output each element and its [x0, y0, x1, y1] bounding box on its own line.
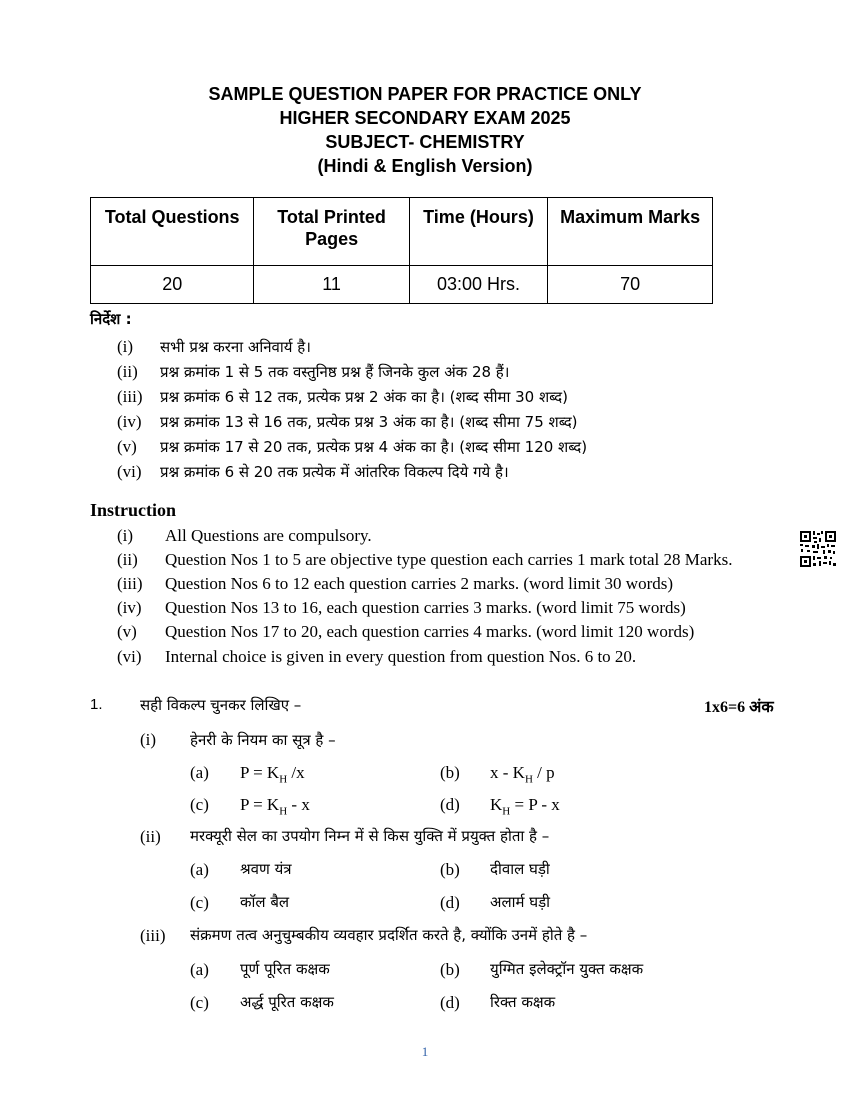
option-label: (a) — [190, 960, 209, 979]
hindi-instructions-heading: निर्देश : — [90, 310, 132, 328]
value-time: 03:00 Hrs. — [409, 266, 548, 304]
subquestion-text: मरक्यूरी सेल का उपयोग निम्न में से किस युक्ति में प्रयुक्त होता है – — [190, 827, 550, 845]
question-marks: 1x6=6 अंक — [704, 699, 774, 716]
subquestion-num: (ii) — [140, 827, 161, 846]
option-label: (b) — [440, 960, 460, 979]
english-item-num: (iii) — [117, 574, 143, 593]
hindi-item-text: सभी प्रश्न करना अनिवार्य है। — [160, 338, 311, 356]
summary-table — [90, 197, 713, 304]
value-total-pages: 11 — [254, 266, 409, 304]
english-item-text: Question Nos 17 to 20, each question carries 4 marks. (word limit 120 words) — [165, 622, 695, 641]
option-label: (c) — [190, 993, 209, 1012]
header-time: Time (Hours) — [409, 198, 548, 266]
hindi-item-text: प्रश्न क्रमांक 6 से 20 तक प्रत्येक में आंतरिक विकल्प दिये गये है। — [160, 463, 509, 481]
value-total-questions: 20 — [91, 266, 254, 304]
hindi-item-text: प्रश्न क्रमांक 17 से 20 तक, प्रत्येक प्रश्न 4 अंक का है। (शब्द सीमा 120 शब्द) — [160, 438, 588, 456]
paper-title-line2: HIGHER SECONDARY EXAM 2025 — [279, 108, 571, 128]
hindi-item-num: (iv) — [117, 412, 142, 431]
option-formula: x - $K_H$ / p — [490, 763, 555, 786]
option-label: (d) — [440, 993, 460, 1012]
option-text: अर्द्ध पूरित कक्षक — [240, 993, 334, 1011]
option-text: अलार्म घड़ी — [490, 893, 551, 911]
english-item-num: (i) — [117, 526, 134, 545]
paper-title-version: (Hindi & English Version) — [317, 156, 533, 176]
subquestion-text: संक्रमण तत्व अनुचुम्बकीय व्यवहार प्रदर्शित करते है, क्योंकि उनमें होते है – — [190, 926, 588, 944]
page-number: 1 — [421, 1044, 429, 1059]
paper-title-subject: SUBJECT- CHEMISTRY — [325, 132, 525, 152]
option-label: (c) — [190, 893, 209, 912]
english-item-num: (iv) — [117, 598, 142, 617]
hindi-item-num: (v) — [117, 437, 137, 456]
english-item-text: Internal choice is given in every question from question Nos. 6 to 20. — [165, 647, 637, 666]
header-total-questions: Total Questions — [91, 198, 254, 266]
subquestion-text: हेनरी के नियम का सूत्र है – — [190, 731, 336, 749]
hindi-item-num: (ii) — [117, 362, 138, 381]
english-instructions-heading: Instruction — [90, 500, 177, 520]
english-item-text: Question Nos 1 to 5 are objective type question each carries 1 mark total 28 Marks. — [165, 550, 733, 569]
option-text: रिक्त कक्षक — [490, 993, 556, 1011]
hindi-item-num: (i) — [117, 337, 134, 356]
paper-title-line1: SAMPLE QUESTION PAPER FOR PRACTICE ONLY — [208, 84, 642, 104]
hindi-item-text: प्रश्न क्रमांक 6 से 12 तक, प्रत्येक प्रश्न 2 अंक का है। (शब्द सीमा 30 शब्द) — [160, 388, 568, 406]
option-text: श्रवण यंत्र — [240, 860, 292, 878]
option-label: (a) — [190, 763, 209, 782]
hindi-item-text: प्रश्न क्रमांक 13 से 16 तक, प्रत्येक प्रश्न 3 अंक का है। (शब्द सीमा 75 शब्द) — [160, 413, 578, 431]
option-label: (a) — [190, 860, 209, 879]
english-item-text: Question Nos 6 to 12 each question carries 2 marks. (word limit 30 words) — [165, 574, 674, 593]
subquestion-num: (i) — [140, 730, 157, 749]
header-max-marks: Maximum Marks — [548, 198, 713, 266]
hindi-item-num: (vi) — [117, 462, 142, 481]
english-item-num: (v) — [117, 622, 137, 641]
option-label: (d) — [440, 893, 460, 912]
header-total-pages: Total Printed Pages — [254, 198, 409, 266]
option-label: (b) — [440, 860, 460, 879]
option-label: (c) — [190, 795, 209, 814]
option-text: पूर्ण पूरित कक्षक — [240, 960, 330, 978]
hindi-item-text: प्रश्न क्रमांक 1 से 5 तक वस्तुनिष्ठ प्रश्न हैं जिनके कुल अंक 28 हैं। — [160, 363, 510, 381]
english-item-text: Question Nos 13 to 16, each question carries 3 marks. (word limit 75 words) — [165, 598, 686, 617]
option-text: कॉल बैल — [240, 893, 290, 911]
english-item-text: All Questions are compulsory. — [165, 526, 372, 545]
value-max-marks: 70 — [548, 266, 713, 304]
option-text: दीवाल घड़ी — [490, 860, 550, 878]
question-prompt: सही विकल्प चुनकर लिखिए – — [140, 696, 302, 714]
option-label: (d) — [440, 795, 460, 814]
option-text: युग्मित इलेक्ट्रॉन युक्त कक्षक — [490, 960, 644, 978]
option-formula: $K_H = P - x$ — [490, 795, 560, 818]
hindi-item-num: (iii) — [117, 387, 143, 406]
english-item-num: (ii) — [117, 550, 138, 569]
option-formula: $P = K_H - x$ — [240, 795, 310, 818]
english-item-num: (vi) — [117, 647, 142, 666]
question-number: 1. — [90, 696, 103, 713]
qr-code-icon — [799, 530, 837, 568]
option-label: (b) — [440, 763, 460, 782]
option-formula: $P = K_H$ /x — [240, 763, 305, 786]
subquestion-num: (iii) — [140, 926, 166, 945]
